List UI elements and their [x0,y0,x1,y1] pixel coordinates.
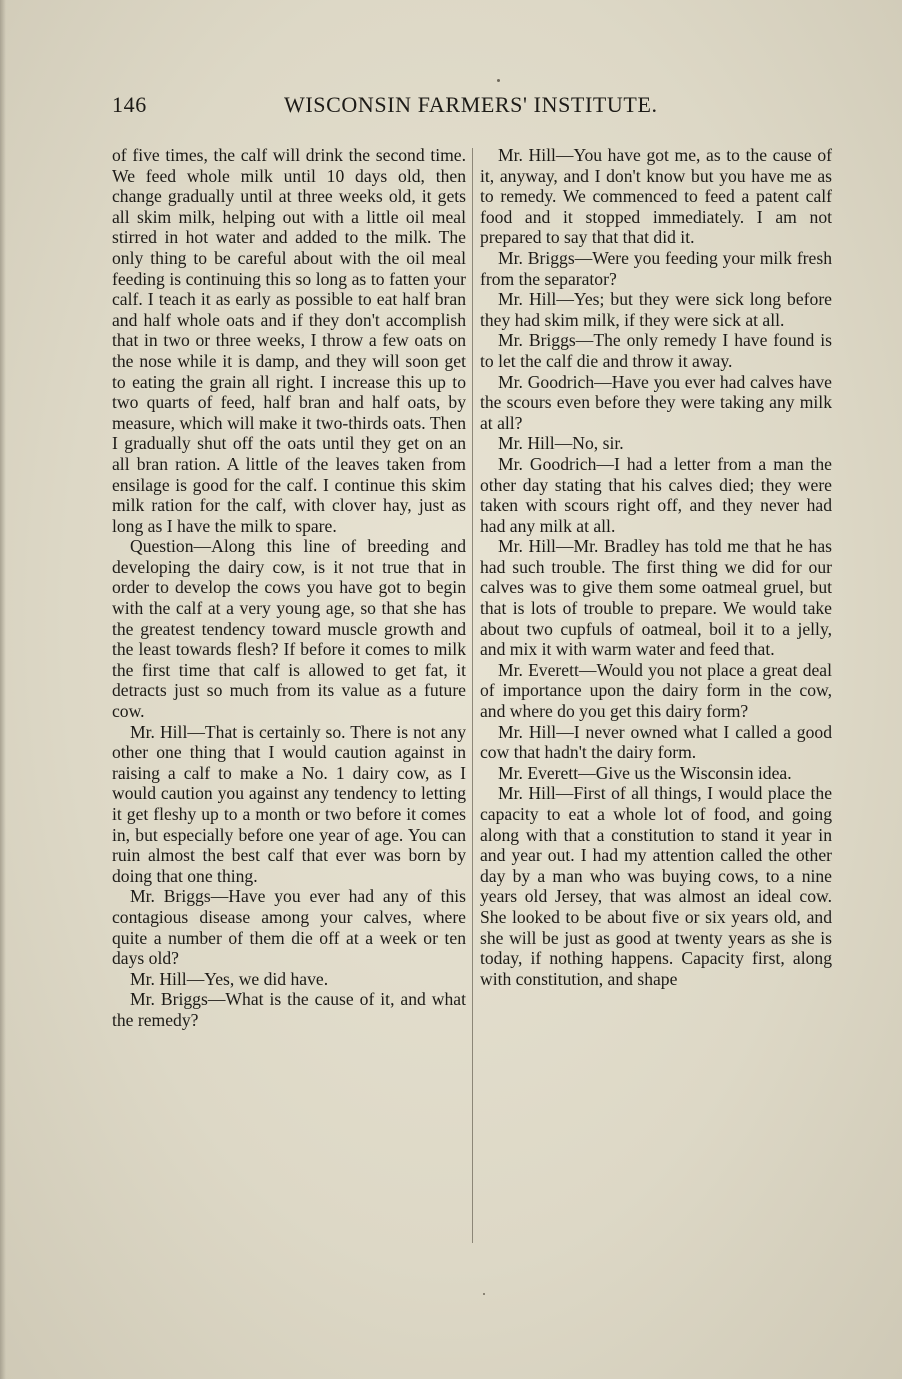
paragraph: Mr. Briggs—Have you ever had any of this contagious disease among your calves, where quite a number of them die off at a week or ten days old? [112,886,466,969]
paragraph: Mr. Briggs—What is the cause of it, and what the remedy? [112,989,466,1030]
page-edge-shadow [0,0,6,1379]
paragraph: Mr. Hill—Yes; but they were sick long before they had skim milk, if they were sick at all. [480,289,832,330]
ink-speck [483,1293,485,1295]
paragraph: Question—Along this line of breeding and developing the dairy cow, is it not true that in order to develop the cows you have got to begin with the calf at a very young age, so that she has the greatest tendency toward muscle growth and the least towards flesh? If before it comes to milk the first time that calf is allowed to get fat, it detracts just so much from its value as a future cow. [112,536,466,722]
paragraph: Mr. Hill—First of all things, I would place the capacity to eat a whole lot of food, and going along with that a constitution to stand it year in and year out. I had my attention called the other day by a man who was buying cows, to a nine years old Jersey, that was almost an ideal cow. She looked to be about five or six years old, and she will be just as good at twenty years as she is today, if nothing happens. Capacity first, along with constitution, and shape [480,783,832,989]
paragraph: Mr. Hill—No, sir. [498,433,624,454]
page-number: 146 [112,92,147,117]
ink-speck [497,79,500,82]
paragraph: Mr. Hill—You have got me, as to the cause of it, anyway, and I don't know but you have me as to remedy. We commenced to feed a patent calf food and it stopped immediately. I am not prepared to say that that did it. [480,145,832,248]
paragraph: Mr. Hill—Mr. Bradley has told me that he has had such trouble. The first thing we did for our calves was to give them some oatmeal gruel, but that is lots of trouble to prepare. We would take about two cupfuls of oatmeal, boil it to a jelly, and mix it with warm water and feed that. [480,536,832,660]
running-head: WISCONSIN FARMERS' INSTITUTE. [284,92,658,117]
paragraph: Mr. Hill—That is certainly so. There is not any other one thing that I would caution against in raising a calf to make a No. 1 dairy cow, as I would caution you against any tendency to letting it get fleshy up to a month or two before it comes in, but especially before one year of age. You can ruin almost the best calf that ever was born by doing that one thing. [112,721,466,886]
paragraph: Mr. Everett—Would you not place a great deal of importance upon the dairy form in the cow, and where do you get this dairy form? [480,659,832,722]
paragraph: of five times, the calf will drink the second time. We feed whole milk until 10 days old, then change gradually until at three weeks old, it gets all skim milk, helping out with a little oil meal stirred in hot water and added to the milk. The only thing to be careful about with the oil meal feeding is continuing this so long as to fatten your calf. I teach it as early as possible to eat half bran and half whole oats and if they don't accomplish that in two or three weeks, I throw a few oats on the nose while it is damp, and they will soon get to eating the grain all right. I increase this up to two quarts of feed, half bran and half oats, by measure, which will make it two-thirds oats. Then I gradually shut off the oats until they get on an all bran ration. A little of the leaves taken from ensilage is good for the calf. I continue this skim milk ration for the calf, with clover hay, just as long as I have the milk to spare. [112,145,466,536]
page-header [112,92,672,122]
column-divider [472,148,473,1243]
paragraph: Mr. Hill—Yes, we did have. [130,968,329,989]
paragraph: Mr. Goodrich—Have you ever had calves have the scours even before they were taking any milk at all? [480,371,832,433]
paragraph: Mr. Hill—I never owned what I called a good cow that hadn't the dairy form. [480,721,832,763]
paragraph: Mr. Everett—Give us the Wisconsin idea. [498,762,792,783]
right-column [480,145,832,989]
left-column [112,145,466,1031]
paragraph: Mr. Briggs—Were you feeding your milk fresh from the separator? [480,247,832,289]
paragraph: Mr. Goodrich—I had a letter from a man the other day stating that his calves died; they were taken with scours right off, and they never had had any milk at all. [480,453,832,536]
paragraph: Mr. Briggs—The only remedy I have found is to let the calf die and throw it away. [480,330,832,371]
